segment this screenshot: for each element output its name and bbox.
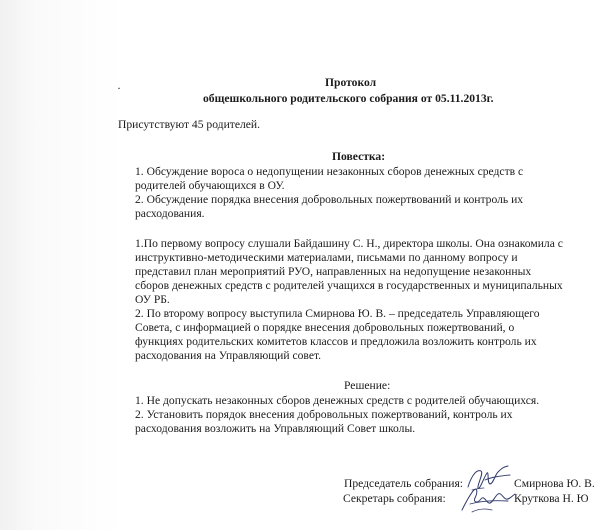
secretary-label: Секретарь собрания: [343,492,446,505]
agenda-heading: Повестка: [332,150,386,163]
agenda-line: 2. Обсуждение порядка внесения добровольных пожертвований и контроль их [135,193,524,206]
decision-line: 1. Не допускать незаконных сборов денежных средств с родителей обучающихся. [135,394,540,407]
chair-name: Смирнова Ю. В. [514,477,595,490]
agenda-line: расходования. [135,207,205,220]
decision-line: расходования возложить на Управляющий Совет школы. [135,422,416,435]
discussion-line: Совета, с информацией о порядке внесения добровольных пожертвований, о [135,321,515,334]
margin-dot: · [117,81,121,95]
attendance-line: Присутствуют 45 родителей. [118,118,261,131]
discussion-line: 2. По второму вопросу выступила Смирнова Ю. В. – председатель Управляющего [135,307,540,320]
discussion-line: представил план мероприятий РУО, направленных на недопущение незаконных [135,265,532,278]
document-subtitle: общешкольного родительского собрания от 05.11.2013г. [203,92,494,105]
chair-label: Председатель собрания: [344,477,464,490]
discussion-line: ОУ РБ. [135,293,170,306]
agenda-line: родителей обучающихся в ОУ. [135,179,285,192]
chair-signature [462,463,518,493]
decision-heading: Решение: [344,379,391,392]
discussion-line: расходования на Управляющий совет. [135,349,322,362]
decision-line: 2. Установить порядок внесения добровольных пожертвований, контроль их [135,408,513,421]
discussion-line: инструктивно-методическими материалами, письмами по данному вопросу и [135,251,518,264]
agenda-line: 1. Обсуждение вороса о недопущении незаконных сборов денежных средств с [135,165,524,178]
secretary-signature [458,484,518,516]
secretary-name: Круткова Н. Ю [514,492,589,505]
document-title: Протокол [325,76,377,89]
discussion-line: функциях родительских комитетов классов и предложила возложить контроль их [135,335,537,348]
discussion-line: 1.По первому вопросу слушали Байдашину С. Н., директора школы. Она ознакомила с [135,237,563,250]
discussion-line: сборов денежных средств с родителей учащихся в государственных и муниципальных [135,279,563,292]
